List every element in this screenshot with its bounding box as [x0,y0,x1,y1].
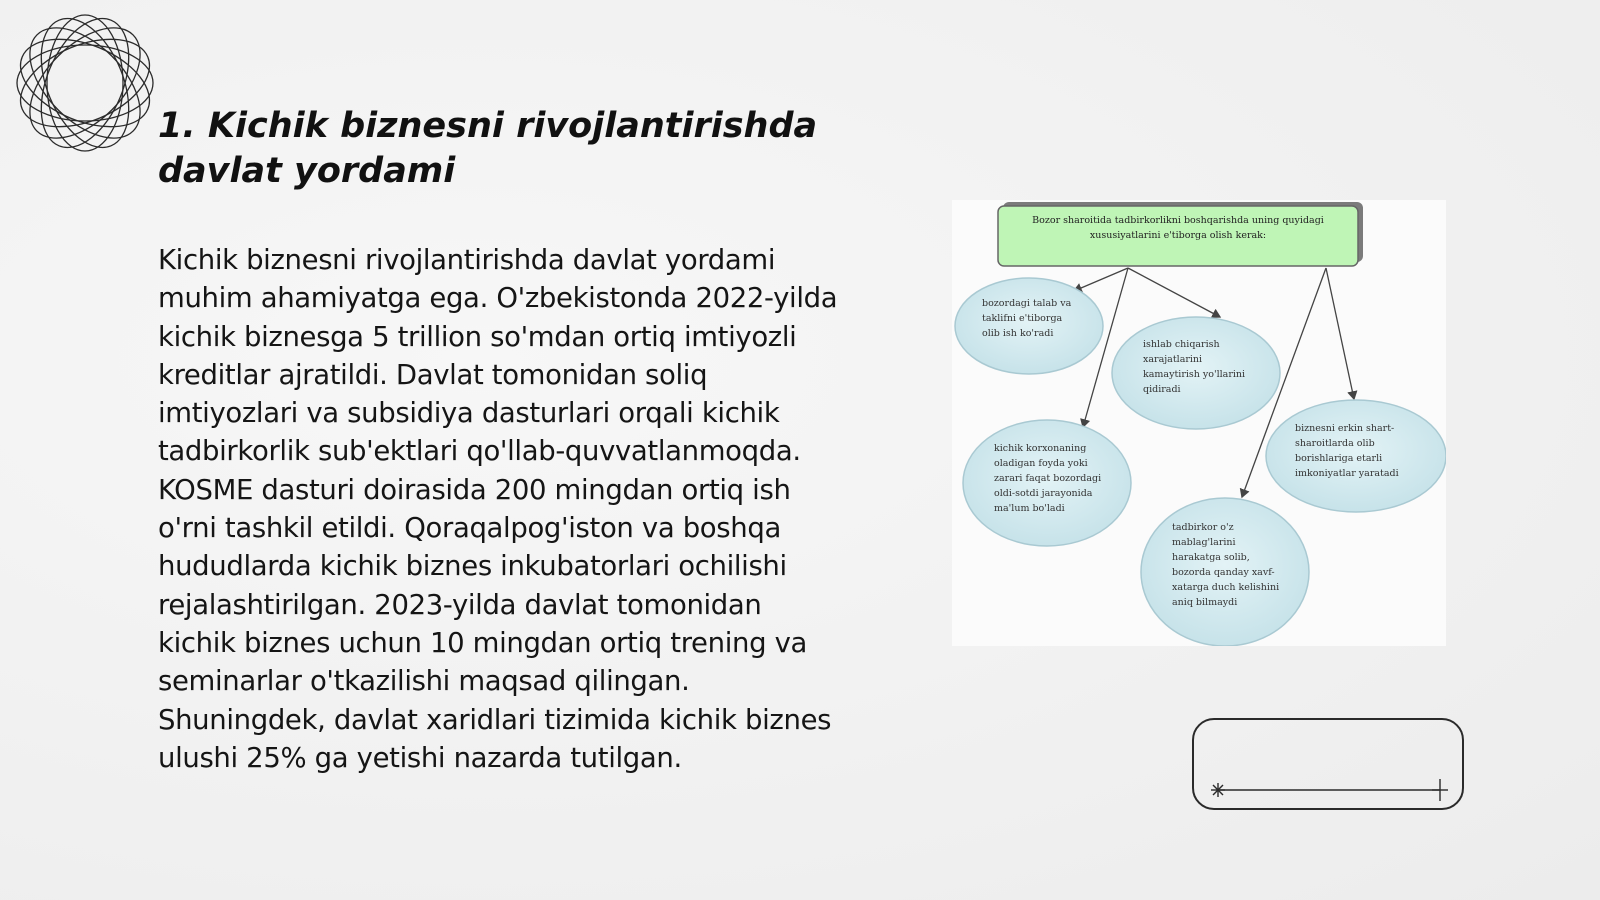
title-line-1: 1. Kichik biznesni rivojlantirishda [158,106,818,146]
node-3-line-5: ma'lum bo'ladi [994,503,1065,514]
node-3-line-3: zarari faqat bozordagi [994,473,1102,484]
sparkle-icon [1211,783,1225,797]
node-5-line-6: aniq bilmaydi [1172,597,1238,608]
node-5-line-5: xatarga duch kelishini [1172,582,1280,593]
diagram-image [952,200,1446,646]
arrow-to-node-4 [1326,268,1354,399]
node-4-line-3: borishlariga etarli [1295,453,1383,464]
title-line-2: davlat yordami [158,151,456,191]
arrow-to-node-2 [1128,268,1220,317]
node-4-line-2: sharoitlarda olib [1295,438,1375,449]
node-3-line-4: oldi-sotdi jarayonida [994,488,1093,499]
node-4-line-4: imkoniyatlar yaratadi [1295,468,1399,479]
node-3-line-1: kichik korxonaning [994,443,1087,454]
diagram-node-1 [955,278,1103,374]
node-2-line-4: qidiradi [1143,384,1181,395]
node-2-line-1: ishlab chiqarish [1143,339,1220,350]
arrow-to-node-1 [1074,268,1128,291]
diagram-header-line-1: Bozor sharoitida tadbirkorlikni boshqarishda uning quyidagi [1032,215,1324,226]
node-5-line-3: harakatga solib, [1172,552,1250,563]
slide-title [158,104,858,194]
node-2-line-3: kamaytirish yo'llarini [1143,369,1246,380]
circular-ornament-icon [10,8,160,158]
node-5-line-4: bozorda qanday xavf- [1172,567,1275,578]
node-5-line-2: mablag'larini [1172,537,1236,548]
diagram-header-line-2: xususiyatlarini e'tiborga olish kerak: [1089,230,1267,241]
node-5-line-1: tadbirkor o'z [1172,522,1234,533]
node-1-line-3: olib ish ko'radi [982,328,1054,339]
node-2-line-2: xarajatlarini [1143,354,1203,365]
decorative-callout-frame [1192,718,1464,810]
body-paragraph: Kichik biznesni rivojlantirishda davlat yordami muhim ahamiyatga ega. O'zbekistonda 2022-yilda kichik biznesga 5 trillion so'mdan ortiq imtiyozli kreditlar ajratildi. Davlat tomonidan soliq imtiyozlari va subsidiya dasturlari orqali kichik tadbirkorlik sub'ektlari qo'llab-quvvatlanmoqda. KOSME dasturi doirasida 200 mingdan ortiq ish o'rni tashkil etildi. Qoraqalpog'iston va boshqa hududlarda kichik biznes inkubatorlari ochilishi rejalashtirilgan. 2023-yilda davlat tomonidan kichik biznes uchun 10 mingdan ortiq trening va seminarlar o'tkazilishi maqsad qilingan. Shuningdek, davlat xaridlari tizimida kichik biznes ulushi 25% ga yetishi nazarda tutilgan. [158,244,838,774]
plus-star-icon [1432,779,1448,801]
node-1-line-2: taklifni e'tiborga [982,313,1063,324]
node-3-line-2: oladigan foyda yoki [994,458,1088,469]
node-4-line-1: biznesni erkin shart- [1295,423,1395,434]
node-1-line-1: bozordagi talab va [982,298,1072,309]
